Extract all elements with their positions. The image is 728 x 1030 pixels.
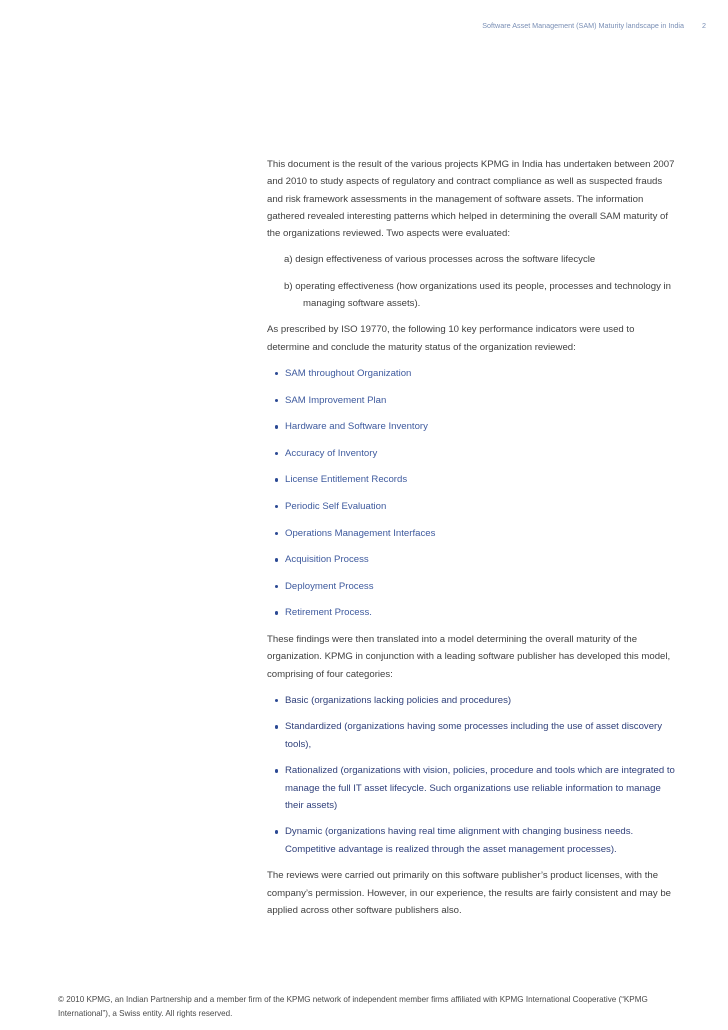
intro-paragraph: This document is the result of the various projects KPMG in India has undertaken between 2007 and 2010 to study aspects of regulatory and contract compliance as well as suspected frauds and risk framework assessments in the management of software assets. The information gathered revealed interesting patterns which helped in determining the overall SAM maturity of the organizations reviewed. Two aspects were evaluated: <box>267 159 675 240</box>
kpi-item: SAM throughout Organization <box>267 365 677 382</box>
kpi-item: Deployment Process <box>267 578 677 595</box>
kpi-item: Operations Management Interfaces <box>267 525 677 542</box>
aspect-text-continued: managing software assets). <box>303 298 421 310</box>
page-header <box>482 21 706 30</box>
kpi-intro-paragraph: As prescribed by ISO 19770, the following 10 key performance indicators were used to determine and conclude the maturity status of the organization reviewed: <box>267 324 635 353</box>
aspect-item <box>267 278 677 313</box>
copyright-footer: © 2010 KPMG, an Indian Partnership and a member firm of the KPMG network of independent member firms affiliated with KPMG International Cooperative (“KPMG International”), a Swiss entity. All rights reserved. <box>58 995 648 1018</box>
main-text-column <box>267 156 677 928</box>
closing-paragraph: The reviews were carried out primarily on this software publisher’s product licenses, with the company’s permission. However, in our experience, the results are fairly consistent and may be applied across other software publishers also. <box>267 870 672 916</box>
category-list <box>267 692 677 858</box>
kpi-item: Accuracy of Inventory <box>267 445 677 462</box>
category-item: Basic (organizations lacking policies and procedures) <box>267 692 677 709</box>
kpi-item: Periodic Self Evaluation <box>267 498 677 515</box>
kpi-item: Hardware and Software Inventory <box>267 418 677 435</box>
kpi-item: Retirement Process. <box>267 604 677 621</box>
category-item: Standardized (organizations having some processes including the use of asset discovery tools), <box>267 718 677 753</box>
category-item: Dynamic (organizations having real time alignment with changing business needs. Competitive advantage is realized through the asset management processes). <box>267 823 677 858</box>
kpi-item: License Entitlement Records <box>267 471 677 488</box>
page-number: 2 <box>702 21 706 30</box>
aspect-text: a) design effectiveness of various processes across the software lifecycle <box>284 254 596 266</box>
kpi-list <box>267 365 677 622</box>
aspect-item <box>267 251 677 268</box>
model-intro-paragraph: These findings were then translated into a model determining the overall maturity of the organization. KPMG in conjunction with a leading software publisher has developed this model, comprising of four categories: <box>267 633 671 680</box>
aspect-text: b) operating effectiveness (how organizations used its people, processes and technology in <box>284 280 672 292</box>
header-title: Software Asset Management (SAM) Maturity landscape in India <box>482 21 684 30</box>
kpi-item: Acquisition Process <box>267 551 677 568</box>
kpi-item: SAM Improvement Plan <box>267 392 677 409</box>
category-item: Rationalized (organizations with vision, policies, procedure and tools which are integrated to manage the full IT asset lifecycle. Such organizations use reliable information to manage their assets) <box>267 762 677 814</box>
